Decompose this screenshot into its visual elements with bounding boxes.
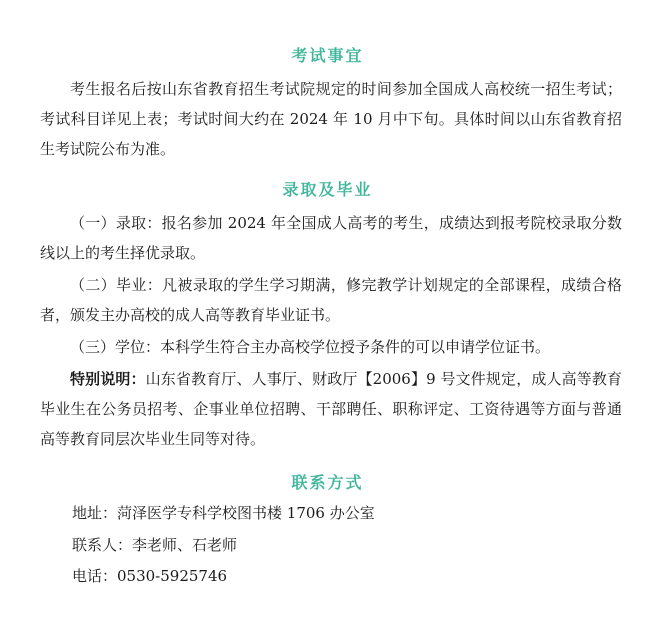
special-note-label: 特别说明： — [70, 370, 146, 388]
admission-item-graduation: （二）毕业：凡被录取的学生学习期满，修完教学计划规定的全部课程，成绩合格者，颁发主办高校的成人高等教育毕业证书。 — [40, 276, 622, 324]
special-note-text: 山东省教育厅、人事厅、财政厅【2006】9 号文件规定，成人高等教育毕业生在公务员招考、企事业单位招聘、干部聘任、职称评定、工资待遇等方面与普通高等教育同层次毕业生同等对待。 — [40, 370, 622, 448]
admission-item-degree: （三）学位：本科学生符合主办高校学位授予条件的可以申请学位证书。 — [70, 338, 551, 356]
contact-phone: 电话：0530-5925746 — [72, 567, 228, 585]
exam-paragraph: 考生报名后按山东省教育招生考试院规定的时间参加全国成人高校统一招生考试；考试科目详见上表；考试时间大约在 2024 年 10 月中下旬。具体时间以山东省教育招生考试院公布为准。 — [40, 80, 622, 158]
exam-section-title: 考试事宜 — [291, 46, 364, 65]
contact-section-title: 联系方式 — [291, 473, 364, 492]
contact-address: 地址：菏泽医学专科学校图书楼 1706 办公室 — [72, 504, 375, 522]
admission-item-enrollment: （一）录取：报名参加 2024 年全国成人高考的考生，成绩达到报考院校录取分数线以上的考生择优录取。 — [40, 214, 622, 262]
contact-person: 联系人：李老师、石老师 — [72, 536, 238, 554]
admission-section-title: 录取及毕业 — [282, 180, 373, 199]
special-note-paragraph — [40, 364, 622, 454]
